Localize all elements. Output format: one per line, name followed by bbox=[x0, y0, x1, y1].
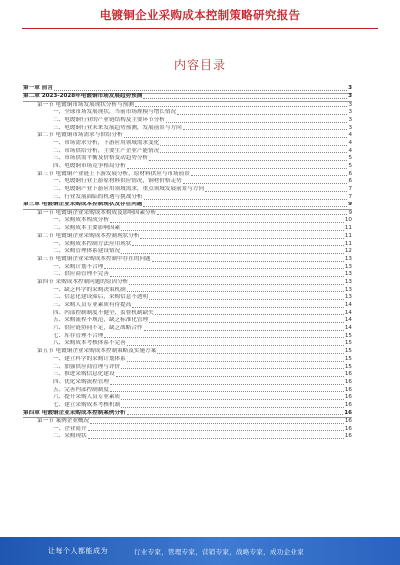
toc-chapter-entry[interactable] bbox=[23, 85, 352, 93]
toc-subsection-entry[interactable] bbox=[23, 356, 352, 364]
toc-page-number: 3 bbox=[348, 85, 352, 91]
toc-page-number: 16 bbox=[344, 371, 352, 378]
toc-section-entry[interactable] bbox=[23, 171, 352, 179]
toc-entry-title: 四、内部控制制度不健全，监督机制缺失 bbox=[53, 309, 154, 316]
toc-subsection-entry[interactable] bbox=[23, 155, 352, 163]
toc-entry-title: 二、电镀铜产业下游应用领域需求，重点领域发展前景与方向 bbox=[53, 186, 205, 193]
toc-section-entry[interactable] bbox=[23, 279, 352, 287]
toc-entry-title: 一、企业简介 bbox=[53, 425, 87, 432]
toc-page-number: 15 bbox=[344, 348, 352, 355]
report-title: 电镀铜企业采购成本控制策略研究报告 bbox=[99, 8, 301, 22]
toc-page-number: 11 bbox=[344, 225, 352, 232]
toc-page-number: 13 bbox=[344, 263, 352, 270]
toc-entry-title: 第四节 采购成本控制问题的原因分析 bbox=[37, 278, 129, 285]
toc-leader-dots bbox=[110, 222, 344, 223]
toc-section-entry[interactable] bbox=[23, 132, 352, 140]
toc-leader-dots bbox=[104, 337, 344, 338]
toc-leader-dots bbox=[143, 206, 347, 207]
toc-subsection-entry[interactable] bbox=[23, 371, 352, 379]
toc-page-number: 16 bbox=[344, 386, 352, 393]
toc-page-number: 3 bbox=[348, 109, 352, 116]
toc-page-number: 12 bbox=[344, 248, 352, 255]
toc-entry-title: 二、电镀铜行业的产业链结构及主要环节分析 bbox=[53, 116, 165, 123]
toc-subsection-entry[interactable] bbox=[23, 163, 352, 171]
toc-page-number: 9 bbox=[348, 209, 352, 216]
toc-entry-title: 第一节 电镀铜市场发展现状分析与预测 bbox=[37, 101, 134, 108]
toc-subsection-entry[interactable] bbox=[23, 217, 352, 225]
toc-leader-dots bbox=[135, 106, 348, 107]
toc-subsection-entry[interactable] bbox=[23, 264, 352, 272]
toc-leader-dots bbox=[149, 322, 344, 323]
toc-leader-dots bbox=[121, 253, 344, 254]
toc-page-number: 7 bbox=[348, 193, 352, 200]
toc-page-number: 9 bbox=[348, 201, 352, 208]
toc-page-number: 4 bbox=[348, 147, 352, 154]
toc-page-number: 11 bbox=[344, 232, 352, 239]
toc-chapter-entry[interactable] bbox=[23, 93, 352, 101]
toc-subsection-entry[interactable] bbox=[23, 109, 352, 117]
toc-leader-dots bbox=[121, 230, 344, 231]
toc-entry-title: 第二节 电镀铜市场需求与供给分析 bbox=[37, 132, 123, 139]
toc-leader-dots bbox=[90, 423, 344, 424]
toc-entry-title: 二、信息化建设滞后，采购信息不透明 bbox=[53, 294, 149, 301]
toc-subsection-entry[interactable] bbox=[23, 317, 352, 325]
toc-subsection-entry[interactable] bbox=[23, 287, 352, 295]
toc-leader-dots bbox=[127, 291, 344, 292]
toc-leader-dots bbox=[149, 160, 347, 161]
toc-section-entry[interactable] bbox=[23, 210, 352, 218]
toc-page-number: 3 bbox=[348, 124, 352, 131]
toc-page-number: 15 bbox=[344, 355, 352, 362]
toc-subsection-entry[interactable] bbox=[23, 225, 352, 233]
toc-page-number: 14 bbox=[344, 302, 352, 309]
toc-page-number: 14 bbox=[344, 309, 352, 316]
toc-entry-title: 第二章 2023-2028年电镀铜市场发展趋势预测 bbox=[23, 93, 143, 100]
toc-leader-dots bbox=[140, 238, 343, 239]
toc-entry-title: 三、电镀铜行业未来发展趋势预测，发展前景与方向 bbox=[53, 124, 182, 131]
toc-leader-dots bbox=[160, 145, 347, 146]
toc-subsection-entry[interactable] bbox=[23, 194, 352, 202]
toc-subsection-entry[interactable] bbox=[23, 178, 352, 186]
toc-subsection-entry[interactable] bbox=[23, 325, 352, 333]
toc-chapter-entry[interactable] bbox=[23, 410, 352, 418]
toc-subsection-entry[interactable] bbox=[23, 333, 352, 341]
toc-leader-dots bbox=[183, 183, 348, 184]
toc-entry-title: 第一章 前言 bbox=[23, 85, 53, 91]
toc-entry-title: 一、市场需求分析，下游应用领域需求变化 bbox=[53, 140, 160, 146]
toc-page-number: 13 bbox=[344, 294, 352, 301]
toc-subsection-entry[interactable] bbox=[23, 379, 352, 387]
toc-leader-dots bbox=[110, 384, 344, 385]
toc-leader-dots bbox=[205, 191, 347, 192]
toc-entry-title: 三、采购人员专业素质有待提高 bbox=[53, 302, 132, 309]
toc-subsection-entry[interactable] bbox=[23, 140, 352, 148]
toc-page-number: 15 bbox=[344, 332, 352, 339]
toc-entry-title: 六、提升采购人员专业素质 bbox=[53, 394, 121, 401]
toc-leader-dots bbox=[157, 214, 347, 215]
toc-leader-dots bbox=[88, 438, 344, 439]
toc-page-number: 13 bbox=[344, 278, 352, 285]
toc-leader-dots bbox=[177, 114, 347, 115]
toc-leader-dots bbox=[144, 330, 344, 331]
footer-banner bbox=[0, 537, 400, 565]
toc-leader-dots bbox=[127, 345, 344, 346]
toc-subsection-entry[interactable] bbox=[23, 117, 352, 125]
toc-leader-dots bbox=[110, 391, 344, 392]
toc-leader-dots bbox=[183, 129, 348, 130]
toc-entry-title: 二、加强供应商管理与评价 bbox=[53, 363, 121, 370]
toc-leader-dots bbox=[124, 137, 348, 138]
toc-entry-title: 第五节 电镀铜企业采购成本控制策略及实施方案 bbox=[37, 348, 157, 355]
toc-entry-title: 第三节 电镀铜产业链上下游发展分析，原材料供应与市场前景 bbox=[37, 170, 190, 177]
footer-tagline: 行业专家，管理专家，营销专家，战略专家，成功企业家 bbox=[134, 547, 304, 556]
toc-entry-title: 三、行业发展面临的机遇与挑战分析 bbox=[53, 193, 143, 200]
toc-page-number: 16 bbox=[344, 394, 352, 401]
toc-entry-title: 一、采购成本构成分析 bbox=[53, 217, 109, 224]
toc-page-number: 6 bbox=[348, 178, 352, 185]
toc-entry-title: 二、采购现状 bbox=[53, 433, 87, 440]
toc-page-number: 13 bbox=[344, 271, 352, 278]
toc-page-number: 3 bbox=[348, 101, 352, 108]
toc-page-number: 16 bbox=[344, 409, 352, 416]
toc-page-number: 11 bbox=[344, 240, 352, 247]
toc-entry-title: 二、采购管理体系建设情况 bbox=[53, 248, 121, 255]
toc-page-number: 3 bbox=[348, 93, 352, 100]
toc-section-entry[interactable] bbox=[23, 102, 352, 110]
toc-page-number: 7 bbox=[348, 186, 352, 193]
toc-entry-title: 六、供应链协同不足，缺乏战略合作 bbox=[53, 325, 143, 332]
toc-section-entry[interactable] bbox=[23, 418, 352, 426]
toc-entry-title: 一、全球市场发展现状，当前市场规模与增长情况 bbox=[53, 109, 177, 116]
toc-entry-title: 一、采购计划不合理 bbox=[53, 263, 104, 270]
toc-subsection-entry[interactable] bbox=[23, 310, 352, 318]
toc-entry-title: 七、库存管理不合理 bbox=[53, 332, 104, 339]
toc-entry-title: 一、建立科学的采购计划体系 bbox=[53, 355, 126, 362]
toc-entry-title: 第四章 电镀铜企业采购成本控制案例分析 bbox=[23, 409, 126, 416]
toc-entry-title: 四、优化采购流程管理 bbox=[53, 378, 109, 385]
toc-subsection-entry[interactable] bbox=[23, 426, 352, 434]
toc-entry-title: 一、电镀铜行业上游原材料供应情况，铜材价格走势 bbox=[53, 178, 182, 185]
toc-entry-title: 三、推进采购信息化建设 bbox=[53, 371, 115, 378]
toc-subsection-entry[interactable] bbox=[23, 364, 352, 372]
toc-subsection-entry[interactable] bbox=[23, 387, 352, 395]
toc-entry-title: 二、市场供给分析，主要生产企业产能情况 bbox=[53, 147, 160, 154]
toc-entry-title: 三、市场供需平衡及价格变动趋势分析 bbox=[53, 155, 149, 162]
toc-section-entry[interactable] bbox=[23, 256, 352, 264]
toc-entry-title: 第一节 电镀铜企业采购成本构成及影响因素分析 bbox=[37, 209, 157, 216]
toc-entry-title: 五、采购流程不规范，缺乏标准化管理 bbox=[53, 317, 149, 324]
toc-subsection-entry[interactable] bbox=[23, 241, 352, 249]
toc-leader-dots bbox=[127, 168, 348, 169]
toc-page-number: 14 bbox=[344, 317, 352, 324]
toc-page-number: 4 bbox=[348, 132, 352, 139]
toc-subsection-entry[interactable] bbox=[23, 302, 352, 310]
toc-entry-title: 一、缺乏科学的采购决策机制 bbox=[53, 286, 126, 293]
toc-page-number: 13 bbox=[344, 255, 352, 262]
toc-leader-dots bbox=[88, 430, 344, 431]
toc-section-entry[interactable] bbox=[23, 348, 352, 356]
report-header bbox=[0, 0, 400, 30]
toc-entry-title: 八、采购成本考核体系不完善 bbox=[53, 340, 126, 347]
toc-subsection-entry[interactable] bbox=[23, 148, 352, 156]
toc-leader-dots bbox=[104, 268, 344, 269]
toc-entry-title: 四、电镀铜市场竞争格局分析 bbox=[53, 163, 126, 170]
toc-leader-dots bbox=[127, 414, 344, 415]
toc-leader-dots bbox=[166, 122, 348, 123]
toc-page-number: 10 bbox=[344, 217, 352, 224]
toc-title: 内容目录 bbox=[173, 58, 226, 72]
toc-entry-title: 第三章 电镀铜企业采购成本控制现状及存在问题 bbox=[23, 201, 143, 208]
toc-entry-title: 二、采购成本主要影响因素 bbox=[53, 225, 121, 232]
header-divider bbox=[22, 28, 378, 29]
toc-leader-dots bbox=[152, 261, 344, 262]
toc-leader-dots bbox=[160, 152, 347, 153]
toc-page-number: 16 bbox=[344, 425, 352, 432]
toc-section-entry[interactable] bbox=[23, 233, 352, 241]
toc-leader-dots bbox=[110, 276, 344, 277]
toc-page-number: 14 bbox=[344, 325, 352, 332]
toc-subsection-entry[interactable] bbox=[23, 248, 352, 256]
toc-page-number: 5 bbox=[348, 155, 352, 162]
toc-leader-dots bbox=[54, 90, 347, 91]
toc-subsection-entry[interactable] bbox=[23, 394, 352, 402]
toc-page-number: 16 bbox=[344, 417, 352, 424]
toc-subsection-entry[interactable] bbox=[23, 433, 352, 441]
table-of-contents bbox=[23, 85, 352, 441]
toc-subsection-entry[interactable] bbox=[23, 340, 352, 348]
toc-entry-title: 五、完善内部控制制度 bbox=[53, 386, 109, 393]
toc-page-number: 16 bbox=[344, 401, 352, 408]
toc-subsection-entry[interactable] bbox=[23, 294, 352, 302]
toc-leader-dots bbox=[155, 314, 344, 315]
toc-page-number: 16 bbox=[344, 433, 352, 440]
toc-leader-dots bbox=[121, 407, 344, 408]
toc-leader-dots bbox=[143, 98, 347, 99]
toc-page-number: 5 bbox=[348, 163, 352, 170]
toc-page-number: 15 bbox=[344, 340, 352, 347]
toc-page-number: 6 bbox=[348, 170, 352, 177]
toc-subsection-entry[interactable] bbox=[23, 186, 352, 194]
toc-leader-dots bbox=[132, 307, 344, 308]
toc-leader-dots bbox=[157, 353, 344, 354]
toc-leader-dots bbox=[132, 245, 344, 246]
toc-entry-title: 第三节 电镀铜企业采购成本控制中存在的问题 bbox=[37, 255, 151, 262]
toc-page-number: 4 bbox=[348, 140, 352, 146]
toc-leader-dots bbox=[129, 284, 344, 285]
toc-page-number: 16 bbox=[344, 378, 352, 385]
footer-slogan: 让每个人都能成为 bbox=[48, 547, 108, 555]
toc-entry-title: 第二节 电镀铜企业采购成本控制现状分析 bbox=[37, 232, 140, 239]
toc-leader-dots bbox=[127, 361, 344, 362]
toc-leader-dots bbox=[121, 368, 344, 369]
toc-page-number: 15 bbox=[344, 363, 352, 370]
toc-leader-dots bbox=[121, 399, 344, 400]
toc-page-number: 3 bbox=[348, 116, 352, 123]
toc-entry-title: 第一节 案例企业概况 bbox=[37, 417, 90, 424]
toc-chapter-entry[interactable] bbox=[23, 202, 352, 210]
toc-leader-dots bbox=[191, 175, 348, 176]
toc-subsection-entry[interactable] bbox=[23, 125, 352, 133]
toc-leader-dots bbox=[144, 199, 348, 200]
toc-entry-title: 七、建立采购成本考核机制 bbox=[53, 401, 121, 408]
toc-entry-title: 二、供应商管理不完善 bbox=[53, 271, 109, 278]
toc-page-number: 13 bbox=[344, 286, 352, 293]
toc-subsection-entry[interactable] bbox=[23, 271, 352, 279]
toc-leader-dots bbox=[116, 376, 344, 377]
toc-leader-dots bbox=[149, 299, 344, 300]
toc-entry-title: 一、采购成本控制方法应用现状 bbox=[53, 240, 132, 247]
toc-subsection-entry[interactable] bbox=[23, 402, 352, 410]
